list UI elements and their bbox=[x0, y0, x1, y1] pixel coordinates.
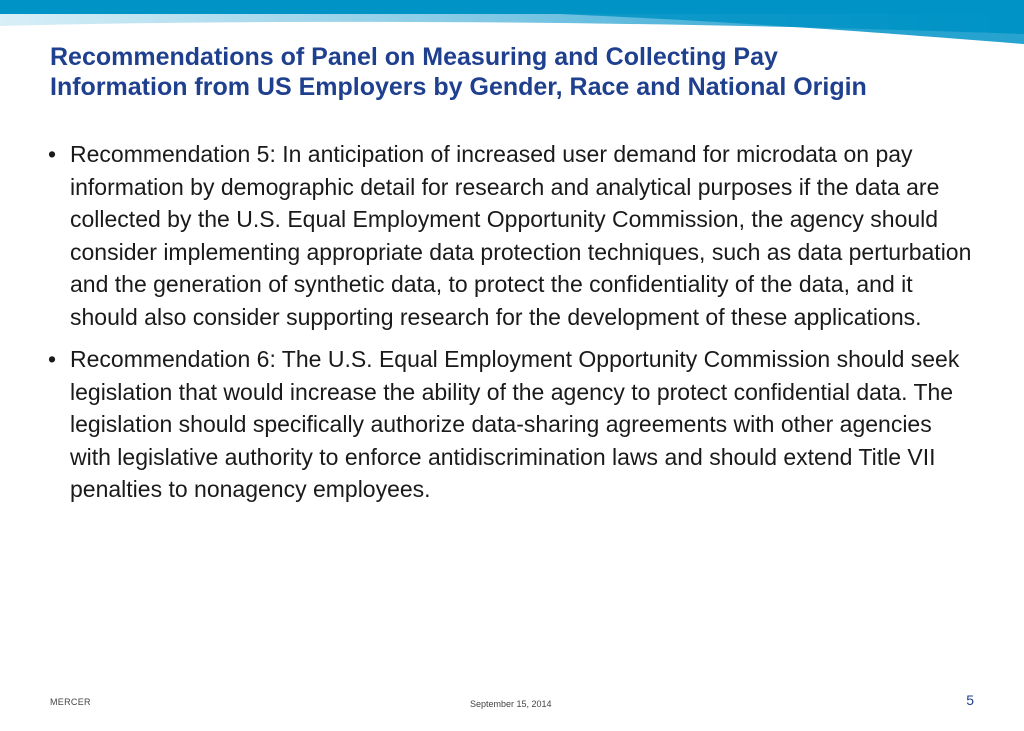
bullet-list bbox=[48, 138, 978, 516]
band-dark bbox=[0, 0, 1024, 14]
slide-title-line-2: Information from US Employers by Gender, Race and National Origin bbox=[50, 73, 867, 101]
page-number: 5 bbox=[966, 692, 974, 708]
footer-date: September 15, 2014 bbox=[470, 699, 552, 709]
header-band-graphic bbox=[0, 0, 1024, 44]
bullet-text: Recommendation 6: The U.S. Equal Employment Opportunity Commission should seek legislation that would increase the ability of the agency to protect confidential data. The legislation should specifically authorize data-sharing agreements with other agencies with legislative authority to enforce antidiscrimination laws and should extend Title VII penalties to nonagency employees. bbox=[70, 346, 960, 502]
footer-brand: MERCER bbox=[50, 697, 91, 707]
slide-title-line-1: Recommendations of Panel on Measuring and Collecting Pay bbox=[50, 43, 778, 71]
bullet-item-recommendation-5 bbox=[48, 138, 978, 333]
bullet-text: Recommendation 5: In anticipation of increased user demand for microdata on pay information by demographic detail for research and analytical purposes if the data are collected by the U.S. Equal Employment Opportunity Commission, the agency should consider implementing appropriate data protection techniques, such as data perturbation and the generation of synthetic data, to protect the confidentiality of the data, and it should also consider supporting research for the development of these applications. bbox=[70, 141, 972, 330]
slide-title bbox=[50, 42, 1000, 102]
bullet-item-recommendation-6 bbox=[48, 343, 978, 506]
bullet-dot: • bbox=[48, 346, 57, 372]
header-band bbox=[0, 0, 1024, 44]
bullet-dot: • bbox=[48, 141, 57, 167]
